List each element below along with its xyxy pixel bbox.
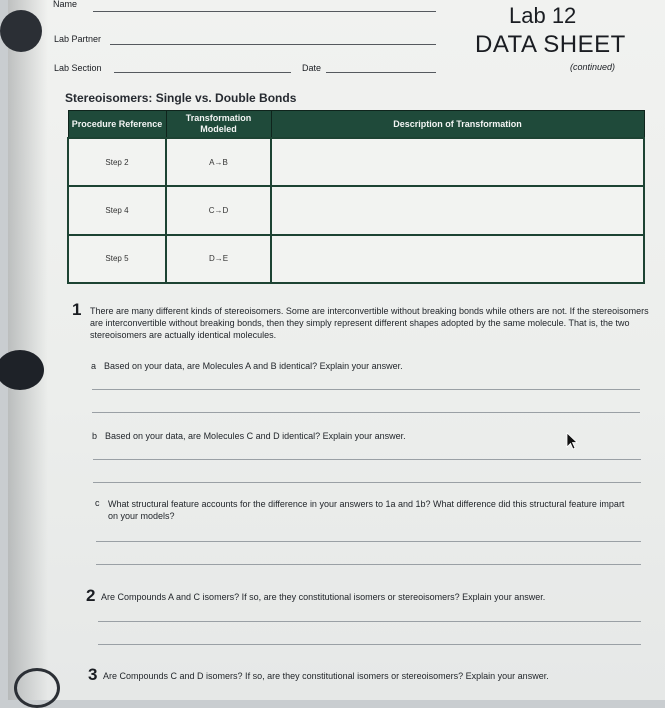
transformation-cell: D→E [166,235,271,283]
table-row [68,138,644,186]
answer-line[interactable] [93,459,641,460]
answer-line[interactable] [96,541,641,542]
date-label: Date [302,63,322,73]
name-line[interactable] [93,11,436,12]
binder-hole-top [0,10,42,52]
table-row [68,186,644,234]
header-description: Description of Transformation [271,111,644,139]
question-3-text: Are Compounds C and D isomers? If so, are they constitutional isomers or stereoisomers? Explain your answer. [103,671,549,681]
description-cell[interactable] [271,186,644,234]
table-header-row [68,111,644,139]
transformation-cell: C→D [166,186,271,234]
question-2-number: 2 [86,586,96,605]
procedure-cell: Step 2 [68,138,166,186]
data-sheet-title: DATA SHEET [475,31,626,58]
question-1a-text: Based on your data, are Molecules A and B identical? Explain your answer. [104,361,403,371]
lab-title: Lab 12 [509,3,577,28]
data-table [67,110,645,284]
question-1-text: There are many different kinds of stereoisomers. Some are interconvertible without breaking bonds while others are not. If the stereoisomers are interconvertible without breaking bonds, then they simply represent different shapes adopted by the same molecule. That is, the two stereoisomers are actually identical molecules. [90,306,649,340]
question-1c-label: c [95,498,100,508]
description-cell[interactable] [271,138,644,186]
question-1-number: 1 [72,300,82,319]
answer-line[interactable] [98,644,641,645]
header-procedure: Procedure Reference [68,111,166,139]
section-line[interactable] [114,72,291,73]
question-3-number: 3 [88,665,98,684]
name-label: Name [53,0,78,9]
question-1b-text: Based on your data, are Molecules C and D identical? Explain your answer. [105,431,406,441]
binder-hole-bottom [14,668,60,708]
procedure-cell: Step 4 [68,186,166,234]
worksheet-page [8,0,665,700]
mouse-cursor-icon [566,432,578,450]
answer-line[interactable] [92,412,640,413]
answer-line[interactable] [98,621,641,622]
answer-line[interactable] [93,482,641,483]
question-1c-text: What structural feature accounts for the difference in your answers to 1a and 1b? What difference did this structural feature impart on your models? [108,499,625,521]
question-1b-label: b [92,431,98,441]
description-cell[interactable] [271,235,644,283]
section-title: Stereoisomers: Single vs. Double Bonds [65,91,297,105]
question-2-text: Are Compounds A and C isomers? If so, are they constitutional isomers or stereoisomers? Explain your answer. [101,592,546,602]
answer-line[interactable] [96,564,641,565]
answer-line[interactable] [92,389,640,390]
partner-line[interactable] [110,44,436,45]
table-row [68,235,644,283]
transformation-cell: A→B [166,138,271,186]
partner-label: Lab Partner [54,34,102,44]
procedure-cell: Step 5 [68,235,166,283]
section-label: Lab Section [54,63,102,73]
header-transformation: Transformation Modeled [166,111,271,139]
date-line[interactable] [326,72,436,73]
question-1a-label: a [91,361,97,371]
continued-label: (continued) [570,62,616,72]
